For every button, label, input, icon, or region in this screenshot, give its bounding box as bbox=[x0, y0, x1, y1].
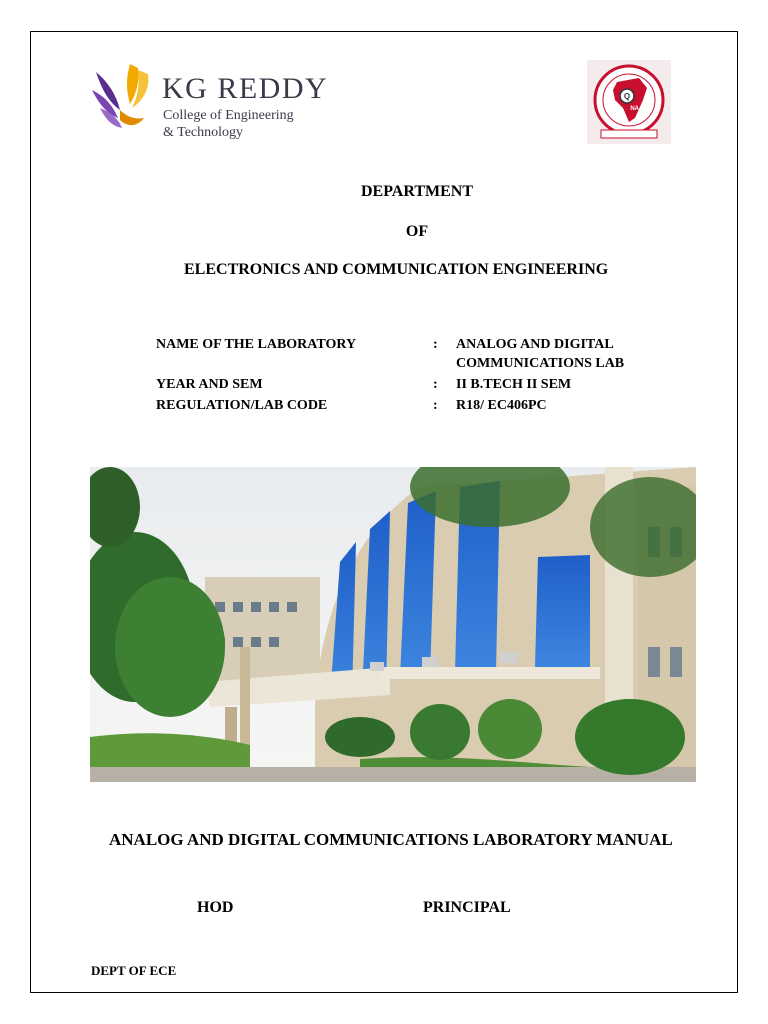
info-sep-regulation: : bbox=[433, 398, 438, 413]
eagle-logo-icon bbox=[90, 60, 156, 132]
svg-text:Q: Q bbox=[623, 92, 631, 101]
info-label-year: YEAR AND SEM bbox=[156, 377, 263, 392]
footer-dept: DEPT OF ECE bbox=[91, 963, 177, 978]
info-label-regulation: REGULATION/LAB CODE bbox=[156, 398, 328, 413]
naac-seal-icon bbox=[587, 60, 671, 144]
department-heading: DEPARTMENT bbox=[360, 183, 474, 200]
info-value-lab-1: ANALOG AND DIGITAL bbox=[456, 337, 614, 352]
of-heading: OF bbox=[405, 223, 429, 240]
info-label-lab: NAME OF THE LABORATORY bbox=[156, 337, 357, 352]
info-sep-lab: : bbox=[433, 337, 438, 352]
svg-text:NAAC: NAAC bbox=[630, 106, 648, 112]
info-sep-year: : bbox=[433, 377, 438, 392]
logo-subtitle-2: & Technology bbox=[163, 125, 244, 140]
info-value-lab-2: COMMUNICATIONS LAB bbox=[456, 356, 625, 371]
naac-seal bbox=[587, 60, 671, 144]
college-logo bbox=[90, 58, 330, 138]
info-value-year: II B.TECH II SEM bbox=[456, 377, 572, 392]
info-value-regulation: R18/ EC406PC bbox=[456, 398, 547, 413]
principal-signature-label: PRINCIPAL bbox=[423, 899, 511, 916]
campus-building-photo bbox=[90, 467, 696, 782]
department-name-heading: ELECTRONICS AND COMMUNICATION ENGINEERING bbox=[184, 261, 609, 278]
hod-signature-label: HOD bbox=[197, 899, 234, 916]
manual-title: ANALOG AND DIGITAL COMMUNICATIONS LABORATORY MANUAL bbox=[109, 830, 673, 849]
logo-subtitle-1: College of Engineering bbox=[163, 108, 294, 123]
logo-name: KG REDDY bbox=[162, 72, 329, 105]
